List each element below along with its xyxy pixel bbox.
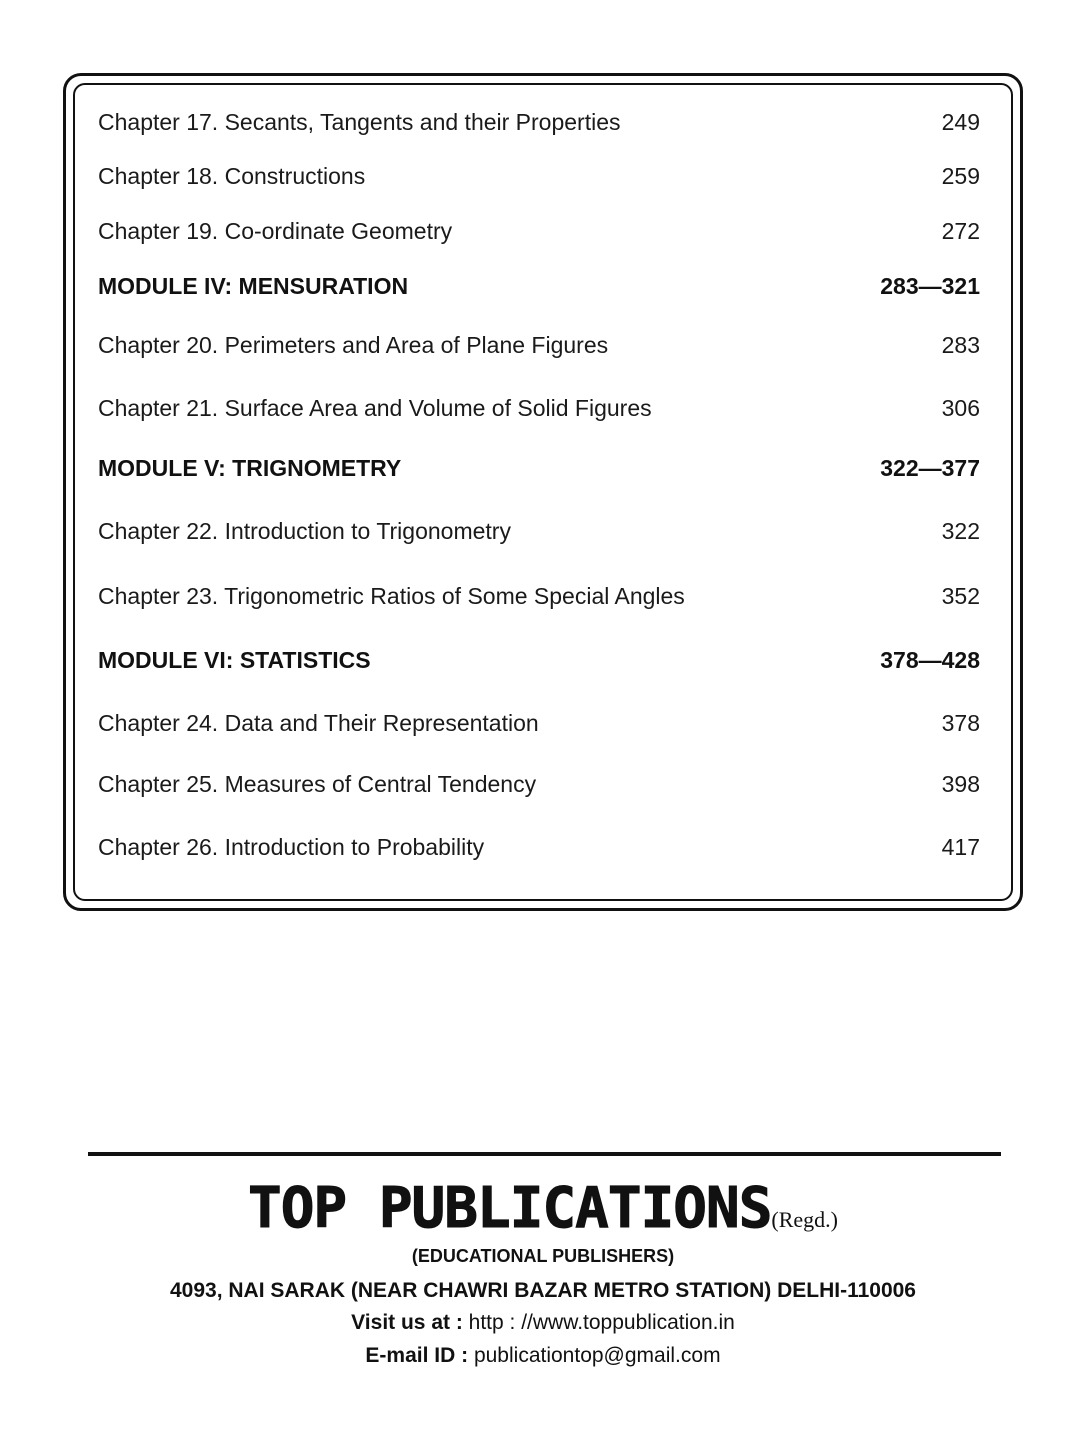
toc-row-page: 378 xyxy=(941,710,980,736)
module-page-range: 322—377 xyxy=(880,455,980,481)
publisher-website-line xyxy=(0,1311,1086,1335)
email-label: E-mail ID : xyxy=(365,1344,469,1367)
toc-row-page: 398 xyxy=(941,771,980,797)
toc-row-chapter-26 xyxy=(98,832,980,862)
toc-row-title: Chapter 17. Secants, Tangents and their Properties xyxy=(98,109,621,135)
module-title: MODULE V: TRIGNOMETRY xyxy=(98,455,402,481)
toc-row-chapter-22 xyxy=(98,516,980,546)
publisher-email-line xyxy=(0,1344,1086,1368)
toc-row-page: 306 xyxy=(941,395,980,421)
toc-row-page: 283 xyxy=(941,332,980,358)
toc-row-title: Chapter 18. Constructions xyxy=(98,163,366,189)
publisher-subtitle: (EDUCATIONAL PUBLISHERS) xyxy=(411,1246,675,1266)
toc-row-title: Chapter 22. Introduction to Trigonometry xyxy=(98,518,511,544)
toc-row-page: 249 xyxy=(941,109,980,135)
publisher-regd: (Regd.) xyxy=(771,1207,839,1232)
toc-row-title: Chapter 26. Introduction to Probability xyxy=(98,834,485,860)
email-link[interactable]: publicationtop@gmail.com xyxy=(473,1344,721,1367)
module-title: MODULE IV: MENSURATION xyxy=(98,273,409,299)
publisher-name: TOP PUBLICATIONS xyxy=(247,1176,772,1241)
toc-row-title: Chapter 23. Trigonometric Ratios of Some Special Angles xyxy=(98,583,685,609)
module-title: MODULE VI: STATISTICS xyxy=(98,647,371,673)
toc-row-chapter-19 xyxy=(98,216,980,246)
toc-module-v-heading xyxy=(98,453,980,483)
toc-row-title: Chapter 21. Surface Area and Volume of Solid Figures xyxy=(98,395,652,421)
toc-module-iv-heading xyxy=(98,271,980,301)
toc-row-chapter-21 xyxy=(98,393,980,423)
toc-module-vi-heading xyxy=(98,645,980,675)
website-link[interactable]: http : //www.toppublication.in xyxy=(468,1311,735,1334)
toc-row-chapter-20 xyxy=(98,330,980,360)
toc-row-page: 259 xyxy=(941,163,980,189)
toc-row-chapter-25 xyxy=(98,769,980,799)
toc-row-chapter-17 xyxy=(98,107,980,137)
toc-row-title: Chapter 24. Data and Their Representation xyxy=(98,710,539,736)
toc-row-page: 322 xyxy=(941,518,980,544)
toc-row-title: Chapter 25. Measures of Central Tendency xyxy=(98,771,537,797)
module-page-range: 283—321 xyxy=(880,273,980,299)
toc-row-chapter-24 xyxy=(98,708,980,738)
toc-row-title: Chapter 20. Perimeters and Area of Plane Figures xyxy=(98,332,609,358)
toc-row-chapter-23 xyxy=(98,581,980,611)
website-label: Visit us at : xyxy=(351,1311,463,1334)
module-page-range: 378—428 xyxy=(880,647,980,673)
toc-row-page: 272 xyxy=(941,218,980,244)
toc-row-chapter-18 xyxy=(98,161,980,191)
toc-row-title: Chapter 19. Co-ordinate Geometry xyxy=(98,218,453,244)
footer-divider xyxy=(88,1152,1001,1156)
toc-row-page: 352 xyxy=(941,583,980,609)
publisher-logo xyxy=(0,1176,1086,1241)
publisher-address: 4093, NAI SARAK (NEAR CHAWRI BAZAR METRO STATION) DELHI-110006 xyxy=(170,1279,916,1302)
toc-row-page: 417 xyxy=(941,834,980,860)
